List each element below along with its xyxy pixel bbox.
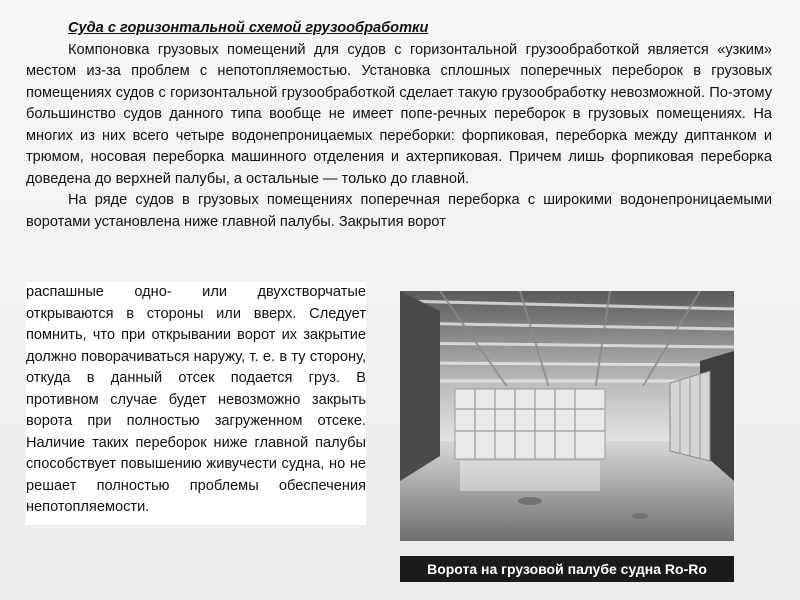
- cargo-deck-photo-image: [400, 291, 734, 541]
- main-text-block: [26, 18, 772, 233]
- paragraph-2-start: На ряде судов в грузовых помещениях поперечная переборка с широкими водонепроницаемыми воротами установлена ниже главной палубы. Закрытия ворот: [26, 192, 772, 230]
- paragraph-1: Компоновка грузовых помещений для судов с горизонтальной грузообработкой является «узким» местом из-за проблем с непотопляемостью. Установка сплошных поперечных переборок в грузовых помещениях судов с горизонтальной грузообработкой сделает такую грузообработку невозможной. По-этому большинство судов данного типа вообще не имеет попе-речных переборок в грузовых помещениях. На многих из них всего четыре водонепроницаемых переборки: форпиковая, переборка между диптанком и трюмом, носовая переборка машинного отделения и ахтерпиковая. Причем лишь форпиковая переборка доведена до верхней палубы, а остальные — только до главной.: [26, 41, 772, 187]
- paragraph-2-continued: распашные одно- или двухстворчатые открываются в стороны или вверх. Следует помнить, что при открывании ворот их закрытие должно поворачиваться наружу, т. е. в ту сторону, откуда в данный отсек подается груз. В противном случае будет невозможно закрыть ворота при полностью загруженном отсеке. Наличие таких переборок ниже главной палубы способствует повышению живучести судна, но не решает полностью проблемы обеспечения непотопляемости.: [26, 284, 366, 515]
- photo-caption: Ворота на грузовой палубе судна Ro-Ro: [400, 556, 734, 582]
- left-text-column: [26, 282, 366, 525]
- cargo-deck-photo: [400, 291, 734, 541]
- section-heading: Суда с горизонтальной схемой грузообработки: [68, 20, 429, 36]
